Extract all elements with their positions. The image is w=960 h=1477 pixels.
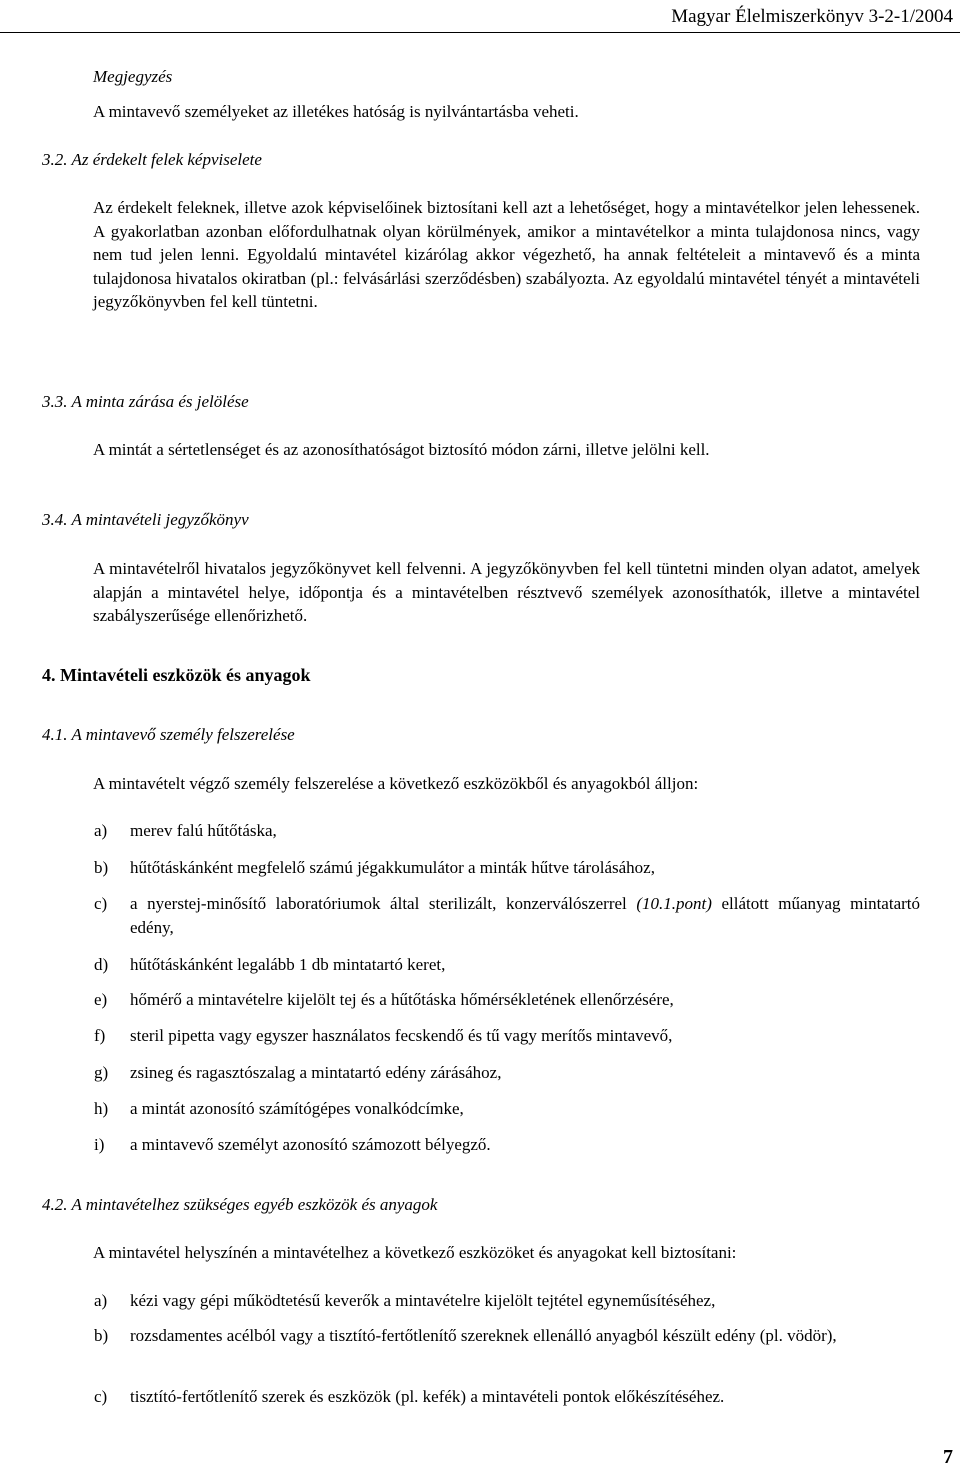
running-header: Magyar Élelmiszerkönyv 3-2-1/2004 (671, 6, 953, 27)
list-item (94, 892, 920, 942)
list-item-text: merev falú hűtőtáska, (130, 821, 277, 840)
list-item-label: g) (94, 1063, 109, 1082)
section-3-3-heading: 3.3. A minta zárása és jelölése (42, 392, 249, 411)
section-3-3-paragraph: A mintát a sértetlenséget és az azonosíthatóságot biztosító módon zárni, illetve jelölni kell. (93, 440, 710, 459)
note-title: Megjegyzés (93, 67, 173, 86)
list-item-label: c) (94, 894, 108, 913)
list-item-text: zsineg és ragasztószalag a mintatartó edény zárásához, (130, 1063, 502, 1082)
list-item-text-before: a nyerstej-minősítő laboratóriumok által sterilizált, konzerválószerrel (130, 894, 637, 913)
list-item-text: tisztító-fertőtlenítő szerek és eszközök (pl. kefék) a mintavételi pontok előkészítéséhez. (130, 1387, 725, 1406)
list-item-text: a mintát azonosító számítógépes vonalkódcímke, (130, 1099, 464, 1118)
list-item-label: b) (94, 1326, 109, 1345)
list-item-label: i) (94, 1135, 105, 1154)
list-item-label: h) (94, 1099, 109, 1118)
list-item (94, 1324, 920, 1374)
list-item-text-after: ellátott műanyag mintatartó edény, (130, 894, 920, 937)
list-item-label: a) (94, 821, 108, 840)
header-rule (0, 32, 960, 33)
list-item-text (130, 892, 920, 939)
list-item-label: e) (94, 990, 108, 1009)
list-item-label: d) (94, 955, 109, 974)
section-4-1-heading: 4.1. A mintavevő személy felszerelése (42, 725, 295, 744)
list-item-text: a mintavevő személyt azonosító számozott bélyegző. (130, 1135, 491, 1154)
section-4-2-heading: 4.2. A mintavételhez szükséges egyéb eszközök és anyagok (42, 1195, 438, 1214)
cross-reference: (10.1.pont) (636, 894, 712, 913)
list-item-text: hűtőtáskánként legalább 1 db mintatartó keret, (130, 955, 446, 974)
list-item-label: b) (94, 858, 109, 877)
section-3-2-heading: 3.2. Az érdekelt felek képviselete (42, 150, 262, 169)
note-text: A mintavevő személyeket az illetékes hatóság is nyilvántartásba veheti. (93, 102, 579, 121)
list-item-text: hűtőtáskánként megfelelő számú jégakkumulátor a minták hűtve tárolásához, (130, 858, 655, 877)
section-3-4-heading: 3.4. A mintavételi jegyzőkönyv (42, 510, 249, 529)
list-item-text: kézi vagy gépi működtetésű keverők a mintavételre kijelölt tejtétel egyneműsítéséhez, (130, 1291, 716, 1310)
list-item-label: c) (94, 1387, 108, 1406)
section-4-1-intro: A mintavételt végző személy felszerelése a következő eszközökből és anyagokból álljon: (93, 774, 699, 793)
list-item-text: hőmérő a mintavételre kijelölt tej és a hűtőtáska hőmérsékletének ellenőrzésére, (130, 990, 674, 1009)
list-item-text: rozsdamentes acélból vagy a tisztító-fertőtlenítő szereknek ellenálló anyagból készült edény (pl. vödör), (130, 1326, 837, 1345)
list-item-label: f) (94, 1026, 106, 1045)
list-item-label: a) (94, 1291, 108, 1310)
section-3-4-paragraph: A mintavételről hivatalos jegyzőkönyvet kell felvenni. A jegyzőkönyvben fel kell tüntetni minden olyan adatot, amelyek alapján a mintavétel helye, időpontja és a mintavételben résztvevő személyek azonosíthatók, illetve a mintavétel szabályszerűsége ellenőrizhető. (93, 559, 920, 625)
section-4-2-intro: A mintavétel helyszínén a mintavételhez a következő eszközöket és anyagokat kell biztosítani: (93, 1243, 737, 1262)
section-4-heading: 4. Mintavételi eszközök és anyagok (42, 665, 311, 685)
section-3-2-paragraph: Az érdekelt feleknek, illetve azok képviselőinek biztosítani kell azt a lehetőséget, hogy a mintavételkor jelen lehessenek. A gyakorlatban azonban előfordulhatnak olyan körülmények, amikor a mintavételkor a minta tulajdonosa nincs, vagy nem tud jelen lenni. Egyoldalú mintavétel kizárólag akkor végezhető, ha annak feltételeit a mintavevő és a minta tulajdonosa hivatalos okiratban (pl.: felvásárlási szerződésben) szabályozta. Az egyoldalú mintavétel tényét a mintavételi jegyzőkönyvben fel kell tüntetni. (93, 198, 920, 311)
page-number: 7 (943, 1446, 953, 1468)
list-item-text: steril pipetta vagy egyszer használatos fecskendő és tű vagy merítős mintavevő, (130, 1026, 673, 1045)
